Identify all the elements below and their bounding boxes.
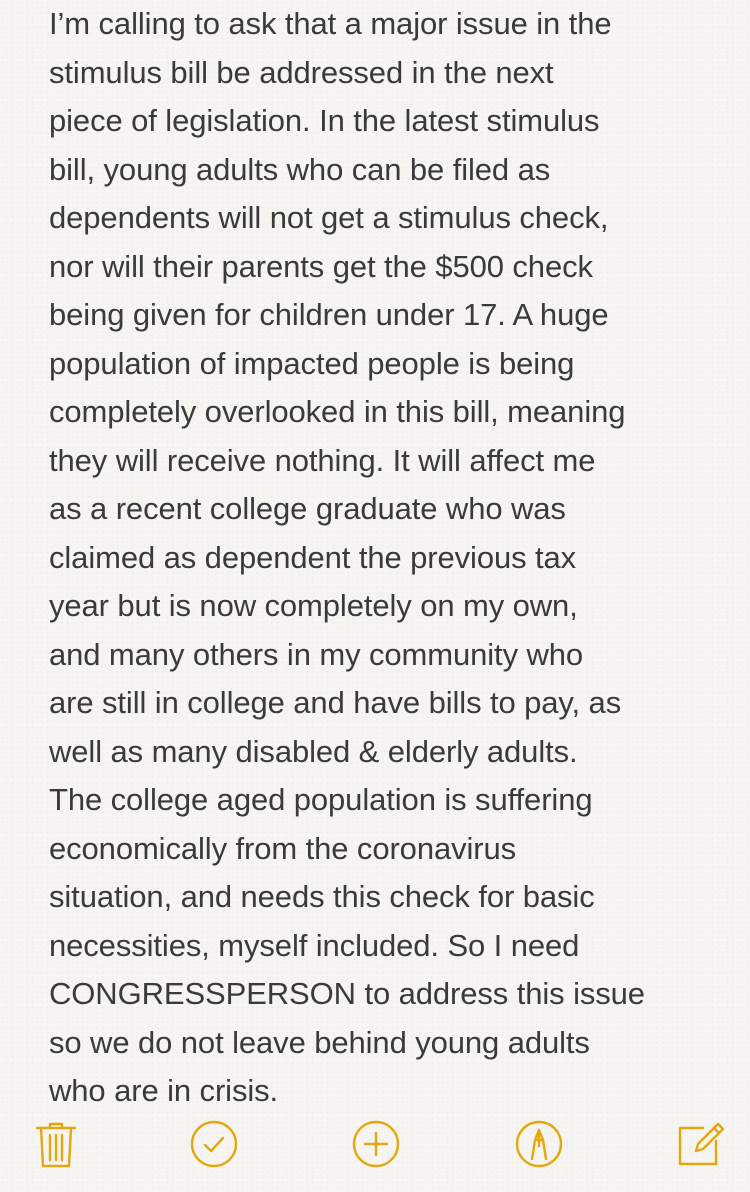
bottom-toolbar: [0, 1118, 750, 1170]
note-line: I’m calling to ask that a major issue in the: [49, 6, 612, 41]
note-line: situation, and needs this check for basic: [49, 879, 595, 914]
note-line: they will receive nothing. It will affect me: [49, 442, 596, 478]
checklist-button[interactable]: [188, 1118, 240, 1170]
note-line: CONGRESSPERSON to address this issue: [49, 976, 645, 1011]
add-icon: [350, 1118, 402, 1170]
note-body[interactable]: [49, 0, 709, 1116]
note-line: and many others in my community who: [49, 636, 584, 672]
trash-icon: [30, 1118, 82, 1170]
note-line: The college aged population is suffering: [49, 782, 593, 817]
note-line: completely overlooked in this bill, meaning: [49, 394, 626, 429]
compose-icon: [676, 1118, 728, 1170]
note-line: as a recent college graduate who was: [49, 491, 566, 526]
add-button[interactable]: [350, 1118, 402, 1170]
note-line: piece of legislation. In the latest stimulus: [49, 103, 600, 138]
delete-button[interactable]: [30, 1118, 82, 1170]
note-line: bill, young adults who can be filed as: [49, 151, 551, 187]
note-line: economically from the coronavirus: [49, 830, 517, 866]
markup-icon: [513, 1118, 565, 1170]
markup-button[interactable]: [513, 1118, 565, 1170]
note-line: necessities, myself included. So I need: [49, 927, 580, 963]
note-line: year but is now completely on my own,: [49, 588, 578, 623]
note-line: well as many disabled & elderly adults.: [49, 733, 578, 769]
note-line: being given for children under 17. A huge: [49, 297, 609, 332]
note-line: claimed as dependent the previous tax: [49, 539, 577, 575]
note-line: so we do not leave behind young adults: [49, 1024, 590, 1060]
note-line: population of impacted people is being: [49, 345, 575, 381]
note-line: dependents will not get a stimulus check,: [49, 200, 609, 235]
checklist-icon: [188, 1118, 240, 1170]
note-line: nor will their parents get the $500 check: [49, 248, 593, 284]
note-line: stimulus bill be addressed in the next: [49, 54, 554, 90]
compose-button[interactable]: [676, 1118, 728, 1170]
note-line: are still in college and have bills to pay, as: [49, 685, 622, 720]
note-line: who are in crisis.: [49, 1073, 279, 1108]
